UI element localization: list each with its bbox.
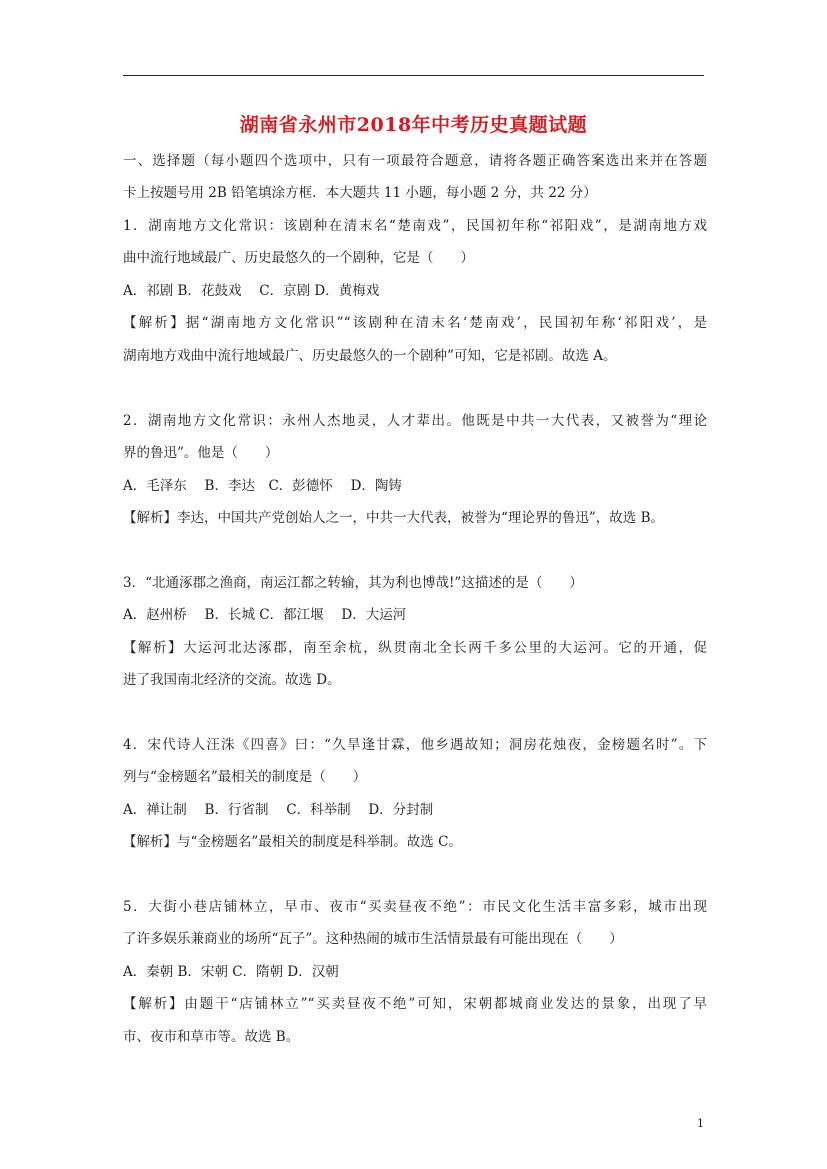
section-instructions-line-2: 卡上按题号用 2B 铅笔填涂方框．本大题共 11 小题，每小题 2 分，共 22 分） <box>123 185 597 201</box>
question-3-analysis-line-1: 【解析】大运河北达涿郡，南至余杭，纵贯南北全长两千多公里的大运河。它的开通，促 <box>123 640 707 656</box>
question-1-options: A．祁剧 B．花鼓戏 C．京剧 D．黄梅戏 <box>123 283 380 299</box>
question-2-analysis-line-1: 【解析】李达，中国共产党创始人之一，中共一大代表，被誉为“理论界的鲁迅”，故选 B。 <box>123 510 665 526</box>
question-1-stem-line-2: 曲中流行地域最广、历史最悠久的一个剧种，它是（ ） <box>123 250 474 266</box>
question-3-options: A．赵州桥 B．长城 C．都江堰 D．大运河 <box>123 607 407 623</box>
question-2-stem-line-1: 2．湖南地方文化常识：永州人杰地灵，人才辈出。他既是中共一大代表，又被誉为“理论 <box>123 413 707 429</box>
question-1-analysis-line-1: 【解析】据“湖南地方文化常识”“该剧种在清末名‘楚南戏’，民国初年称‘祁阳戏’，是 <box>123 315 707 331</box>
question-2-options: A．毛泽东 B．李达 C．彭德怀 D．陶铸 <box>123 478 402 494</box>
question-3-stem-line-1: 3．“北通涿郡之渔商，南运江都之转输，其为利也博哉!”这描述的是（ ） <box>123 575 583 591</box>
question-4-analysis-line-1: 【解析】与“金榜题名”最相关的制度是科举制。故选 C。 <box>123 834 462 850</box>
question-1-stem-line-1: 1．湖南地方文化常识：该剧种在清末名“楚南戏”，民国初年称“祁阳戏”，是湖南地方戏 <box>123 218 707 234</box>
question-5-stem-line-1: 5．大街小巷店铺林立，早市、夜市“买卖昼夜不绝”：市民文化生活丰富多彩，城市出现 <box>123 899 707 915</box>
question-2-stem-line-2: 界的鲁迅”。他是（ ） <box>123 445 279 461</box>
question-5-analysis-line-2: 市、夜市和草市等。故选 B。 <box>123 1029 300 1045</box>
question-4-stem-line-2: 列与“金榜题名”最相关的制度是（ ） <box>123 769 367 785</box>
question-3-analysis-line-2: 进了我国南北经济的交流。故选 D。 <box>123 672 341 688</box>
question-5-stem-line-2: 了许多娱乐兼商业的场所“瓦子”。这种热闹的城市生活情景最有可能出现在（ ） <box>123 931 623 947</box>
question-4-stem-line-1: 4．宋代诗人汪洙《四喜》曰：“久旱逢甘霖，他乡遇故知；洞房花烛夜，金榜题名时”。下 <box>123 737 707 753</box>
question-5-analysis-line-1: 【解析】由题干“店铺林立”“买卖昼夜不绝”可知，宋朝都城商业发达的景象，出现了早 <box>123 996 707 1012</box>
section-instructions-line-1: 一、选择题（每小题四个选项中，只有一项最符合题意，请将各题正确答案选出来并在答题 <box>123 153 707 169</box>
question-4-options: A．禅让制 B．行省制 C．科举制 D．分封制 <box>123 802 434 818</box>
question-5-options: A．秦朝 B．宋朝 C．隋朝 D．汉朝 <box>123 964 339 980</box>
question-1-analysis-line-2: 湖南地方戏曲中流行地域最广、历史最悠久的一个剧种”可知，它是祁剧。故选 A。 <box>123 348 617 364</box>
page-number: 1 <box>697 1117 704 1130</box>
header-rule <box>123 75 704 76</box>
document-title: 湖南省永州市2018年中考历史真题试题 <box>239 114 588 136</box>
